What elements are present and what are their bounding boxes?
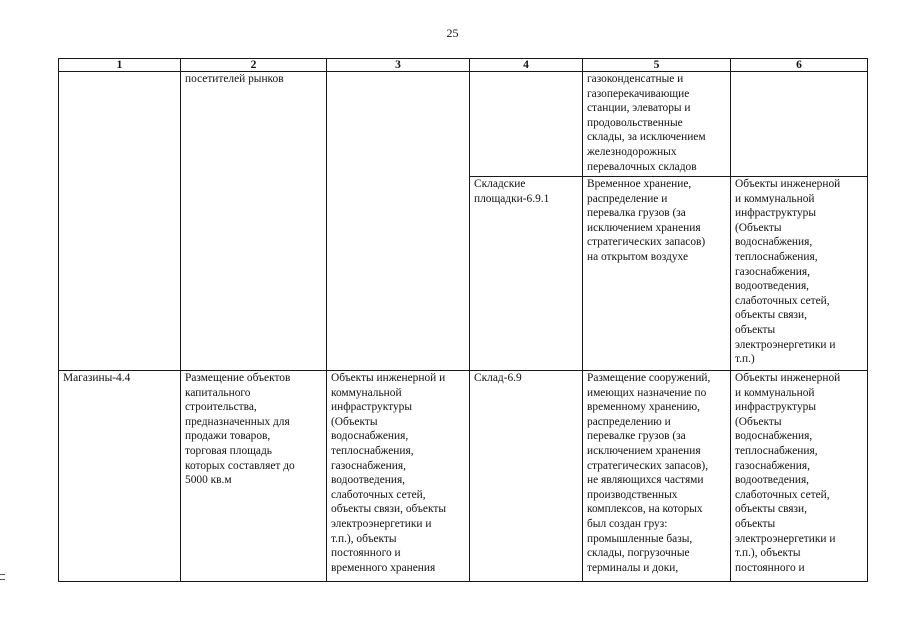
table-cell (59, 371, 181, 582)
table-cell (731, 177, 868, 371)
cell-text: Магазины-4.4 (63, 372, 131, 384)
table-cell (470, 177, 583, 371)
cell-text: Временное хранение, распределение и перевалка грузов (за исключением хранения стратегических запасов) на открытом воздухе (587, 178, 706, 263)
cell-text: Размещение объектов капитального строительства, предназначенных для продажи товаров, торговая площадь которых составляет до 5000 кв.м (185, 372, 295, 487)
column-header-2: 2 (181, 59, 327, 72)
scan-margin-mark (0, 574, 5, 580)
column-header-3: 3 (327, 59, 470, 72)
table-cell (583, 177, 731, 371)
table-header-row (59, 59, 868, 72)
table-cell (181, 72, 327, 371)
table-cell (583, 72, 731, 177)
table-row (59, 72, 868, 177)
table-cell (470, 371, 583, 582)
table-cell (59, 72, 181, 371)
table-cell (470, 72, 583, 177)
page-number: 25 (446, 26, 459, 40)
table-row (59, 371, 868, 582)
column-header-1: 1 (59, 59, 181, 72)
table-cell (583, 371, 731, 582)
column-header-5: 5 (583, 59, 731, 72)
cell-text: Складские площадки-6.9.1 (474, 178, 550, 205)
cell-text: Склад-6.9 (474, 372, 522, 384)
cell-text: Объекты инженерной и коммунальной инфраструктуры (Объекты водоснабжения, теплоснабжения, газоснабжения, водоотведения, слаботочных сетей, объекты связи, объекты электроэнергетики и т.п.) (735, 178, 841, 366)
cell-text: газоконденсатные и газоперекачивающие станции, элеваторы и продовольственные склады, за исключением железнодорожных перевалочных складов (587, 73, 706, 173)
document-table (58, 58, 868, 582)
cell-text: Объекты инженерной и коммунальной инфраструктуры (Объекты водоснабжения, теплоснабжения, газоснабжения, водоотведения, слаботочных сетей, объекты связи, объекты электроэнергетики и т.п.), объекты постоянного и (735, 372, 841, 574)
table-cell (327, 371, 470, 582)
column-header-4: 4 (470, 59, 583, 72)
table-cell (731, 72, 868, 177)
column-header-6: 6 (731, 59, 868, 72)
table-cell (327, 72, 470, 371)
table-cell (731, 371, 868, 582)
cell-text: посетителей рынков (185, 73, 284, 85)
cell-text: Размещение сооружений, имеющих назначение по временному хранению, распределению и перевалке грузов (за исключением хранения стратегических запасов), не являющихся частями производственных комплексов, на которых был создан груз: промышленные базы, склады, погрузочные терминалы и доки, (587, 372, 711, 574)
table-cell (181, 371, 327, 582)
cell-text: Объекты инженерной и коммунальной инфраструктуры (Объекты водоснабжения, теплоснабжения, газоснабжения, водоотведения, слаботочных сетей, объекты связи, объекты электроэнергетики и т.п.), объекты постоянного и временного хранения (331, 372, 446, 574)
